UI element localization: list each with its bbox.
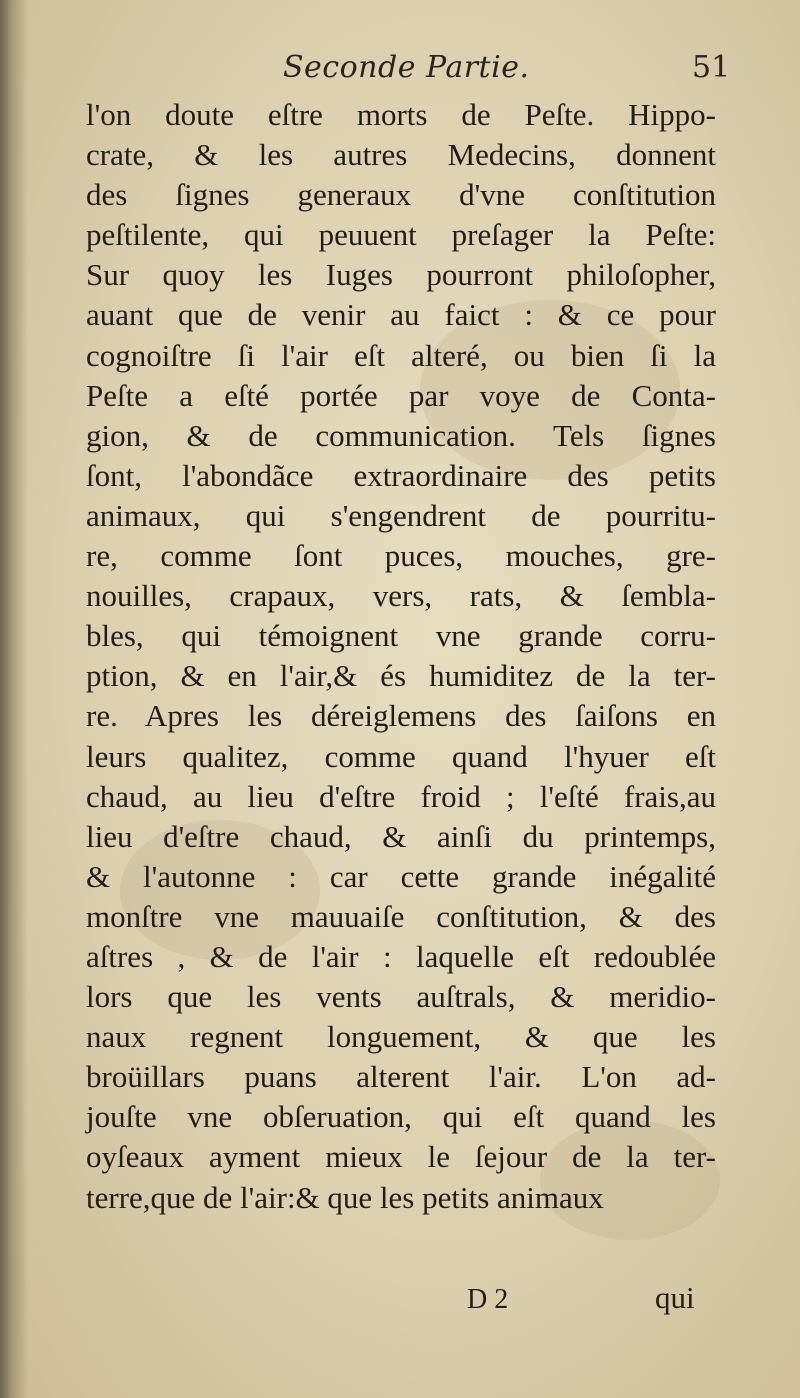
text-line: aſtres , & de l'air : laquelle eſt redoublée (86, 938, 716, 974)
running-head-title: Seconde Partie. (283, 50, 530, 85)
text-line: lieu d'eſtre chaud, & ainſi du printemps, (86, 818, 716, 854)
text-line: bles, qui témoignent vne grande corru- (86, 618, 716, 654)
text-line: re. Apres les déreiglemens des ſaiſons en (86, 698, 716, 734)
page-number: 51 (692, 50, 731, 85)
text-line: naux regnent longuement, & que les (86, 1019, 716, 1055)
text-line: broüillars puans alterent l'air. L'on ad- (86, 1059, 716, 1095)
text-line: animaux, qui s'engendrent de pourritu- (86, 497, 716, 533)
text-line: Peſte a eſté portée par voye de Conta- (86, 377, 716, 413)
text-line: ſont, l'abondãce extraordinaire des petits (86, 457, 716, 493)
text-line: terre,que de l'air:& que les petits animaux (86, 1179, 604, 1215)
text-line: chaud, au lieu d'eſtre froid ; l'eſté frais,au (86, 778, 716, 814)
body-text (86, 95, 716, 1218)
text-line: gion, & de communication. Tels ſignes (86, 417, 716, 453)
text-line: crate, & les autres Medecins, donnent (86, 137, 716, 173)
text-line: leurs qualitez, comme quand l'hyuer eſt (86, 738, 716, 774)
text-line: auant que de venir au faict : & ce pour (86, 297, 716, 333)
binding-gutter (0, 0, 28, 1398)
text-line: nouilles, crapaux, vers, rats, & ſembla- (86, 578, 716, 614)
text-line: re, comme ſont puces, mouches, gre- (86, 538, 716, 574)
signature-mark: D 2 (467, 1284, 509, 1315)
catchword: qui (655, 1280, 695, 1315)
text-line: l'on doute eſtre morts de Peſte. Hippo- (86, 97, 716, 132)
text-line: peſtilente, qui peuuent preſager la Peſte: (86, 217, 716, 253)
text-line: lors que les vents auſtrals, & meridio- (86, 979, 716, 1015)
text-line: ption, & en l'air,& és humiditez de la ter- (86, 658, 716, 694)
text-line: oyſeaux ayment mieux le ſejour de la ter- (86, 1139, 716, 1175)
text-line: monſtre vne mauuaiſe conſtitution, & des (86, 898, 716, 934)
text-line: & l'autonne : car cette grande inégalité (86, 858, 716, 894)
text-line: des ſignes generaux d'vne conſtitution (86, 177, 716, 213)
text-line: cognoiſtre ſi l'air eſt alteré, ou bien ſi la (86, 337, 716, 373)
text-line: Sur quoy les Iuges pourront philoſopher, (86, 257, 716, 293)
text-line: jouſte vne obſeruation, qui eſt quand les (86, 1099, 716, 1135)
